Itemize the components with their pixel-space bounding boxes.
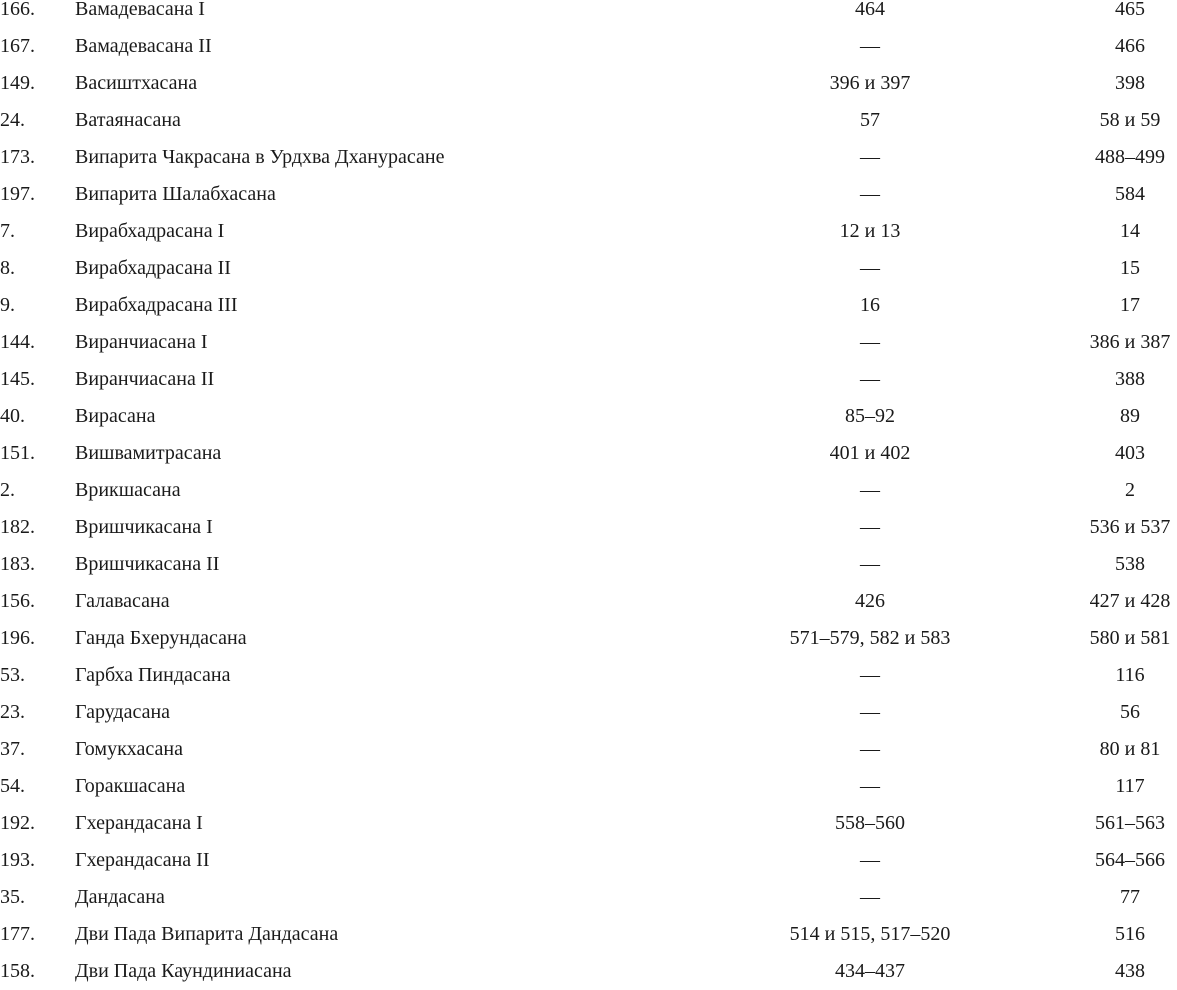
table-row bbox=[0, 583, 1177, 620]
asana-number: 35. bbox=[0, 886, 25, 908]
table-row bbox=[0, 213, 1177, 250]
description-pages: — bbox=[860, 664, 880, 686]
asana-number: 166. bbox=[0, 0, 35, 20]
table-row bbox=[0, 398, 1177, 435]
table-row bbox=[0, 287, 1177, 324]
asana-number: 151. bbox=[0, 442, 35, 464]
asana-number: 54. bbox=[0, 775, 25, 797]
table-row bbox=[0, 546, 1177, 583]
illustration-pages: 388 bbox=[1115, 368, 1145, 390]
asana-name: Вирабхадрасана I bbox=[75, 220, 225, 242]
description-pages: — bbox=[860, 553, 880, 575]
description-pages: 434–437 bbox=[835, 960, 905, 982]
asana-name: Вришчикасана II bbox=[75, 553, 220, 575]
asana-number: 182. bbox=[0, 516, 35, 538]
asana-number: 196. bbox=[0, 627, 35, 649]
asana-name: Виранчиасана I bbox=[75, 331, 208, 353]
description-pages: — bbox=[860, 738, 880, 760]
illustration-pages: 77 bbox=[1120, 886, 1140, 908]
asana-name: Вамадевасана I bbox=[75, 0, 205, 20]
illustration-pages: 116 bbox=[1115, 664, 1145, 686]
illustration-pages: 488–499 bbox=[1095, 146, 1165, 168]
asana-number: 53. bbox=[0, 664, 25, 686]
asana-name: Васиштхасана bbox=[75, 72, 198, 94]
description-pages: 16 bbox=[860, 294, 880, 316]
table-row bbox=[0, 805, 1177, 842]
asana-number: 8. bbox=[0, 257, 15, 279]
asana-name: Дви Пада Випарита Дандасана bbox=[75, 923, 339, 945]
asana-number: 193. bbox=[0, 849, 35, 871]
illustration-pages: 403 bbox=[1115, 442, 1145, 464]
asana-number: 177. bbox=[0, 923, 35, 945]
asana-number: 23. bbox=[0, 701, 25, 723]
table-row bbox=[0, 250, 1177, 287]
illustration-pages: 89 bbox=[1120, 405, 1140, 427]
asana-number: 173. bbox=[0, 146, 35, 168]
asana-number: 156. bbox=[0, 590, 35, 612]
asana-name: Вирасана bbox=[75, 405, 156, 427]
table-row bbox=[0, 953, 1177, 990]
table-row bbox=[0, 65, 1177, 102]
table-row bbox=[0, 435, 1177, 472]
asana-number: 183. bbox=[0, 553, 35, 575]
illustration-pages: 56 bbox=[1120, 701, 1140, 723]
description-pages: — bbox=[860, 183, 880, 205]
asana-name: Дви Пада Каундиниасана bbox=[75, 960, 292, 982]
asana-number: 158. bbox=[0, 960, 35, 982]
table-row bbox=[0, 842, 1177, 879]
illustration-pages: 398 bbox=[1115, 72, 1145, 94]
asana-name: Гарбха Пиндасана bbox=[75, 664, 231, 686]
illustration-pages: 2 bbox=[1125, 479, 1135, 501]
description-pages: 558–560 bbox=[835, 812, 905, 834]
description-pages: 85–92 bbox=[845, 405, 895, 427]
description-pages: — bbox=[860, 146, 880, 168]
description-pages: 401 и 402 bbox=[829, 442, 911, 464]
table-row bbox=[0, 102, 1177, 139]
description-pages: — bbox=[860, 849, 880, 871]
table-row bbox=[0, 657, 1177, 694]
description-pages: 57 bbox=[860, 109, 880, 131]
asana-number: 37. bbox=[0, 738, 25, 760]
asana-number: 2. bbox=[0, 479, 15, 501]
asana-number: 167. bbox=[0, 35, 35, 57]
description-pages: — bbox=[860, 331, 880, 353]
asana-name: Горакшасана bbox=[75, 775, 186, 797]
illustration-pages: 465 bbox=[1115, 0, 1145, 20]
description-pages: 464 bbox=[855, 0, 885, 20]
asana-number: 40. bbox=[0, 405, 25, 427]
table-row bbox=[0, 139, 1177, 176]
asana-name: Гарудасана bbox=[75, 701, 171, 723]
asana-name: Гомукхасана bbox=[75, 738, 183, 760]
asana-name: Випарита Шалабхасана bbox=[75, 183, 276, 205]
table-row bbox=[0, 768, 1177, 805]
description-pages: — bbox=[860, 479, 880, 501]
illustration-pages: 564–566 bbox=[1095, 849, 1165, 871]
asana-name: Гхерандасана I bbox=[75, 812, 203, 834]
table-row bbox=[0, 620, 1177, 657]
illustration-pages: 538 bbox=[1115, 553, 1145, 575]
asana-name: Ватаянасана bbox=[75, 109, 181, 131]
description-pages: — bbox=[860, 368, 880, 390]
asana-name: Вришчикасана I bbox=[75, 516, 213, 538]
illustration-pages: 14 bbox=[1120, 220, 1140, 242]
table-row bbox=[0, 879, 1177, 916]
description-pages: 12 и 13 bbox=[839, 220, 901, 242]
illustration-pages: 438 bbox=[1115, 960, 1145, 982]
asana-name: Випарита Чакрасана в Урдхва Дханурасане bbox=[75, 146, 445, 168]
illustration-pages: 427 и 428 bbox=[1089, 590, 1171, 612]
table-row bbox=[0, 731, 1177, 768]
illustration-pages: 17 bbox=[1120, 294, 1140, 316]
asana-name: Дандасана bbox=[75, 886, 165, 908]
asana-name: Галавасана bbox=[75, 590, 170, 612]
asana-name: Гхерандасана II bbox=[75, 849, 210, 871]
asana-number: 192. bbox=[0, 812, 35, 834]
illustration-pages: 580 и 581 bbox=[1089, 627, 1171, 649]
asana-number: 145. bbox=[0, 368, 35, 390]
description-pages: — bbox=[860, 775, 880, 797]
illustration-pages: 466 bbox=[1115, 35, 1145, 57]
table-row bbox=[0, 0, 1177, 28]
asana-name: Ганда Бхерундасана bbox=[75, 627, 247, 649]
illustration-pages: 58 и 59 bbox=[1099, 109, 1161, 131]
description-pages: — bbox=[860, 35, 880, 57]
asana-number: 7. bbox=[0, 220, 15, 242]
asana-name: Вишвамитрасана bbox=[75, 442, 222, 464]
illustration-pages: 516 bbox=[1115, 923, 1145, 945]
asana-number: 149. bbox=[0, 72, 35, 94]
asana-name: Вамадевасана II bbox=[75, 35, 212, 57]
table-row bbox=[0, 28, 1177, 65]
table-row bbox=[0, 176, 1177, 213]
table-row bbox=[0, 916, 1177, 953]
description-pages: 514 и 515, 517–520 bbox=[789, 923, 951, 945]
illustration-pages: 117 bbox=[1115, 775, 1145, 797]
table-row bbox=[0, 472, 1177, 509]
description-pages: 396 и 397 bbox=[829, 72, 911, 94]
table-row bbox=[0, 694, 1177, 731]
description-pages: 571–579, 582 и 583 bbox=[789, 627, 951, 649]
table-row bbox=[0, 509, 1177, 546]
table-row bbox=[0, 324, 1177, 361]
illustration-pages: 15 bbox=[1120, 257, 1140, 279]
illustration-pages: 80 и 81 bbox=[1099, 738, 1161, 760]
asana-number: 197. bbox=[0, 183, 35, 205]
asana-number: 144. bbox=[0, 331, 35, 353]
asana-number: 9. bbox=[0, 294, 15, 316]
asana-name: Врикшасана bbox=[75, 479, 181, 501]
description-pages: — bbox=[860, 886, 880, 908]
illustration-pages: 561–563 bbox=[1095, 812, 1165, 834]
asana-name: Вирабхадрасана II bbox=[75, 257, 231, 279]
description-pages: — bbox=[860, 516, 880, 538]
illustration-pages: 386 и 387 bbox=[1089, 331, 1171, 353]
asana-number: 24. bbox=[0, 109, 25, 131]
table-row bbox=[0, 361, 1177, 398]
asana-name: Виранчиасана II bbox=[75, 368, 215, 390]
asana-name: Вирабхадрасана III bbox=[75, 294, 238, 316]
description-pages: — bbox=[860, 257, 880, 279]
description-pages: — bbox=[860, 701, 880, 723]
description-pages: 426 bbox=[855, 590, 885, 612]
illustration-pages: 536 и 537 bbox=[1089, 516, 1171, 538]
illustration-pages: 584 bbox=[1115, 183, 1145, 205]
